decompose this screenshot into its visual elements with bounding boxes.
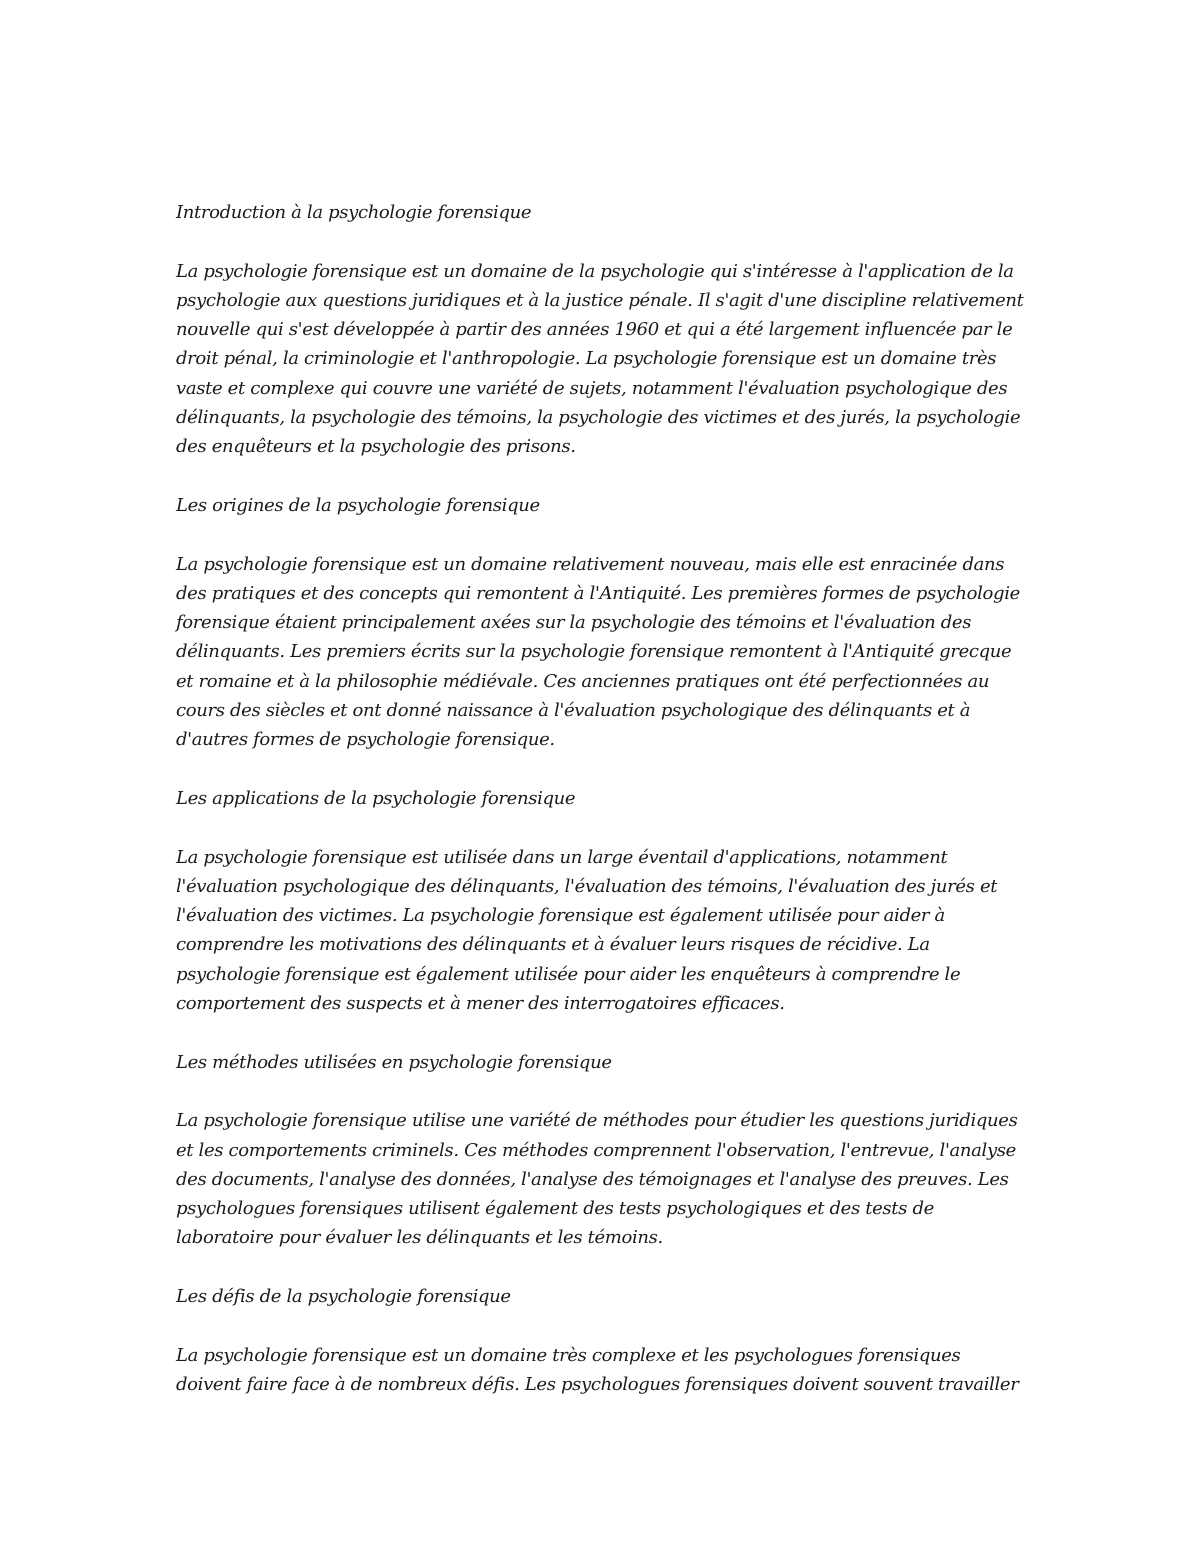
section-paragraph-introduction: La psychologie forensique est un domaine de la psychologie qui s'intéresse à l'application de la psychologie aux questions juridiques et à la justice pénale. Il s'agit d'une discipline relativement nouvelle qui s'est développée à partir des années 1960 et qui a été largement influencée par le droit pénal, la criminologie et l'anthropologie. La psychologie forensique est un domaine très vaste et complexe qui couvre une variété de sujets, notamment l'évaluation psychologique des délinquants, la psychologie des témoins, la psychologie des victimes et des jurés, la psychologie des enquêteurs et la psychologie des prisons.	[176, 260, 1024, 458]
section-paragraph-origines: La psychologie forensique est un domaine relativement nouveau, mais elle est enracinée dans des pratiques et des concepts qui remontent à l'Antiquité. Les premières formes de psychologie forensique étaient principalement axées sur la psychologie des témoins et l'évaluation des délinquants. Les premiers écrits sur la psychologie forensique remontent à l'Antiquité grecque et romaine et à la philosophie médiévale. Ces anciennes pratiques ont été perfectionnées au cours des siècles et ont donné naissance à l'évaluation psychologique des délinquants et à d'autres formes de psychologie forensique.	[176, 553, 1020, 751]
section-paragraph-defis: La psychologie forensique est un domaine très complexe et les psychologues forensiques doivent faire face à de nombreux défis. Les psychologues forensiques doivent souvent travailler	[176, 1344, 1019, 1395]
section-heading-methodes: Les méthodes utilisées en psychologie forensique	[176, 1051, 612, 1073]
document-body	[176, 198, 1026, 1428]
section-paragraph-methodes: La psychologie forensique utilise une variété de méthodes pour étudier les questions juridiques et les comportements criminels. Ces méthodes comprennent l'observation, l'entrevue, l'analyse des documents, l'analyse des données, l'analyse des témoignages et l'analyse des preuves. Les psychologues forensiques utilisent également des tests psychologiques et des tests de laboratoire pour évaluer les délinquants et les témoins.	[176, 1110, 1018, 1249]
section-paragraph-applications: La psychologie forensique est utilisée dans un large éventail d'applications, notamment l'évaluation psychologique des délinquants, l'évaluation des témoins, l'évaluation des jurés et l'évaluation des victimes. La psychologie forensique est également utilisée pour aider à comprendre les motivations des délinquants et à évaluer leurs risques de récidive. La psychologie forensique est également utilisée pour aider les enquêteurs à comprendre le comportement des suspects et à mener des interrogatoires efficaces.	[176, 846, 998, 1015]
section-heading-applications: Les applications de la psychologie forensique	[176, 787, 576, 809]
section-heading-introduction: Introduction à la psychologie forensique	[176, 202, 532, 223]
section-heading-defis: Les défis de la psychologie forensique	[176, 1285, 511, 1307]
section-heading-origines: Les origines de la psychologie forensique	[176, 494, 540, 516]
